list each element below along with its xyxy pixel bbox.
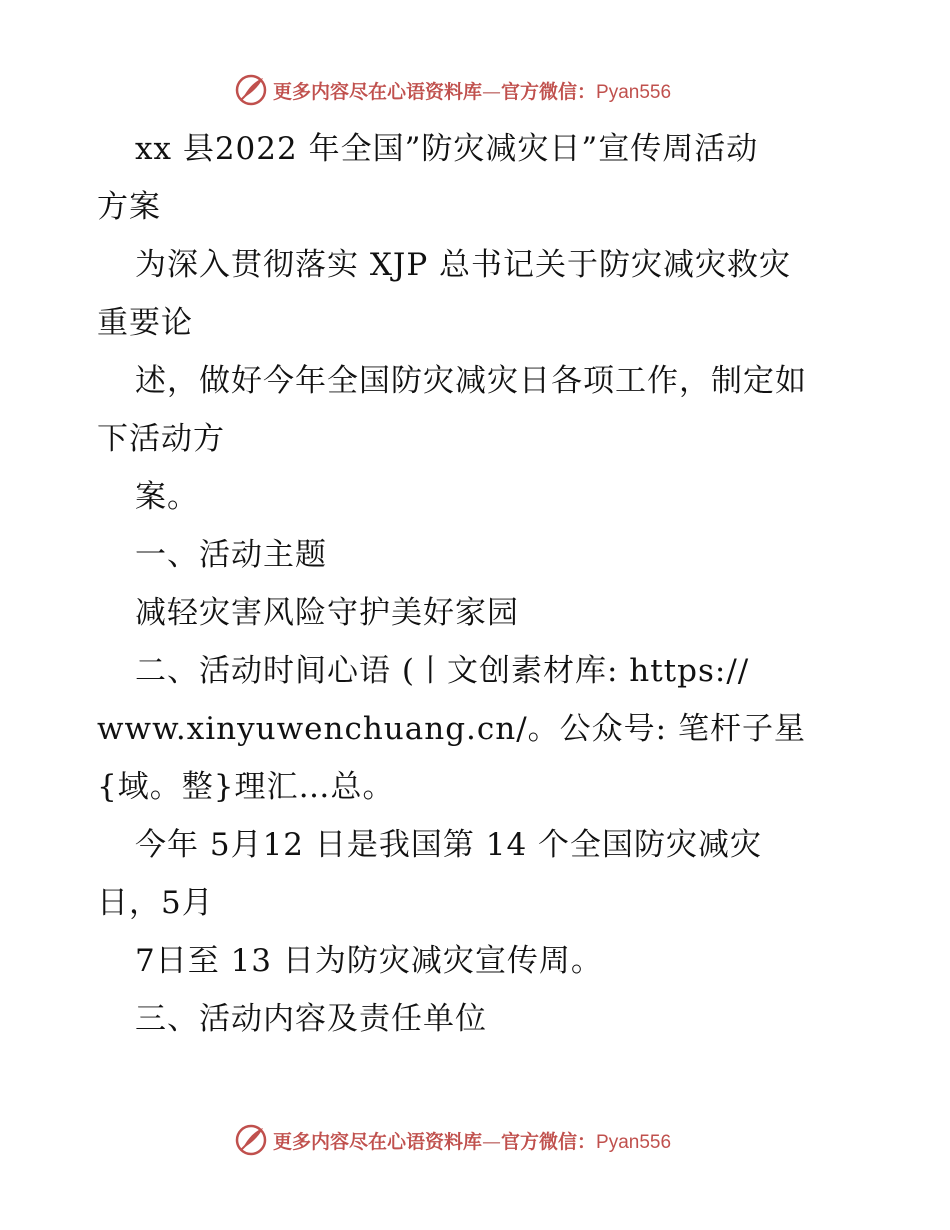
feather-logo-icon [233,72,269,108]
banner-text [273,1127,671,1154]
document-line: xx 县2022 年全国”防灾减灾日”宣传周活动 [135,131,759,167]
document-line: 下活动方 [97,421,225,457]
document-line: 重要论 [97,305,193,341]
feather-logo-icon [233,1122,269,1158]
banner-main-text: 更多内容尽在心语资料库 [273,80,483,103]
document-line: 述，做好今年全国防灾减灾日各项工作，制定如 [135,363,807,399]
document-line: 为深入贯彻落实 XJP 总书记关于防灾减灾救灾 [135,247,792,283]
banner-separator: — [482,80,502,103]
banner-text [273,77,671,104]
banner-wechat-label: 官方微信： [501,1130,597,1153]
footer-banner [233,1120,671,1160]
banner-main-text: 更多内容尽在心语资料库 [273,1130,483,1153]
document-line: www.xinyuwenchuang.cn/。公众号: 笔杆子星 [97,711,806,747]
document-line: 7日至 13 日为防灾减灾宣传周。 [135,943,603,979]
banner-separator: — [482,1130,502,1153]
banner-wechat-label: 官方微信： [501,80,597,103]
document-line: 日，5月 [97,885,214,921]
banner-wechat-id: Pyan556 [596,1131,672,1153]
document-line: 方案 [97,189,161,225]
document-line: 减轻灾害风险守护美好家园 [135,595,519,631]
document-line: 一、活动主题 [135,537,327,573]
document-line: 今年 5月12 日是我国第 14 个全国防灾减灾 [135,827,763,863]
banner-wechat-id: Pyan556 [596,81,672,103]
document-line: 三、活动内容及责任单位 [135,1001,487,1037]
document-line: 案。 [135,479,199,515]
document-line: {域。整}理汇…总。 [97,769,395,805]
header-banner [233,70,671,110]
document-line: 二、活动时间心语 (丨文创素材库: https:// [135,653,750,689]
document-body [97,120,877,1048]
